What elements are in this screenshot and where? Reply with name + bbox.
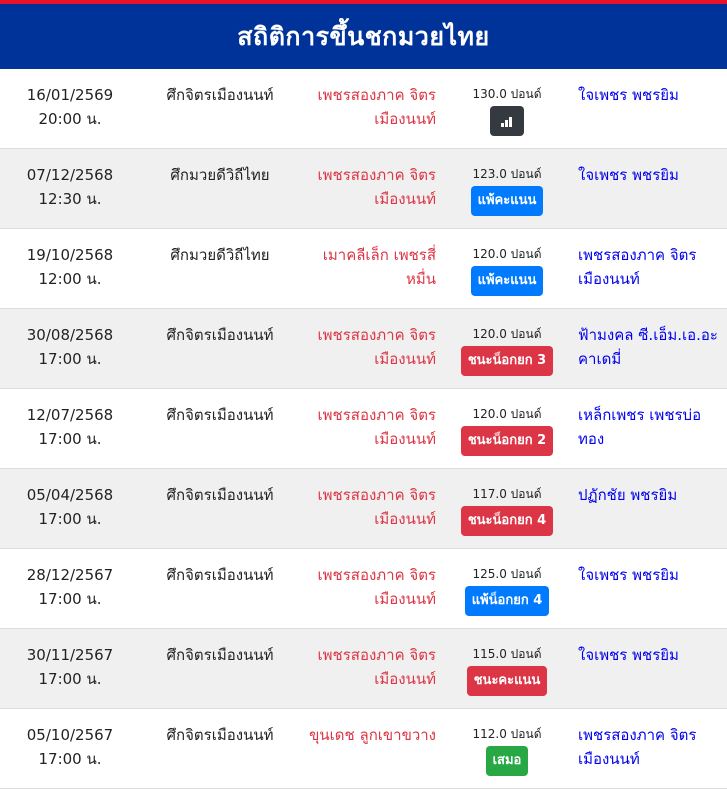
blue-corner-fighter[interactable]: ปฏักชัย พชรยิม: [578, 486, 678, 504]
fight-result-cell: [449, 245, 565, 296]
blue-corner-fighter[interactable]: ใจเพชร พชรยิม: [578, 166, 679, 184]
fight-date: 05/10/2567: [26, 726, 114, 744]
red-corner-fighter[interactable]: เพชรสองภาค จิตรเมืองนนท์: [317, 166, 436, 208]
fight-time: 17:00 น.: [38, 670, 102, 688]
fight-result-cell: [449, 565, 565, 616]
fight-time: 17:00 น.: [38, 510, 102, 528]
fight-datetime: [0, 163, 140, 211]
fight-weight: 115.0 ปอนด์: [472, 647, 542, 661]
fight-weight: 117.0 ปอนด์: [472, 487, 542, 501]
fight-row: [0, 629, 727, 709]
fight-date: 28/12/2567: [26, 566, 114, 584]
fight-datetime: [0, 563, 140, 611]
fight-date: 16/01/2569: [26, 86, 114, 104]
blue-corner-fighter[interactable]: ฟ้ามงคล ซี.เอ็ม.เอ.อะคาเดมี่: [578, 326, 718, 368]
fight-row: [0, 549, 727, 629]
fight-result-cell: [449, 645, 565, 696]
fight-weight: 130.0 ปอนด์: [472, 87, 542, 101]
blue-corner-fighter[interactable]: ใจเพชร พชรยิม: [578, 646, 679, 664]
fight-datetime: [0, 83, 140, 131]
blue-corner-fighter[interactable]: ใจเพชร พชรยิม: [578, 86, 679, 104]
result-badge[interactable]: ชนะน็อกยก 2: [461, 426, 553, 456]
fight-row: [0, 149, 727, 229]
fight-datetime: [0, 643, 140, 691]
fight-time: 20:00 น.: [38, 110, 102, 128]
fight-datetime: [0, 323, 140, 371]
blue-corner-fighter[interactable]: เพชรสองภาค จิตรเมืองนนท์: [578, 246, 697, 288]
fight-row: [0, 229, 727, 309]
event-name: ศึกจิตรเมืองนนท์: [166, 86, 274, 104]
fight-row: [0, 389, 727, 469]
fight-date: 12/07/2568: [26, 406, 114, 424]
fight-result-cell: [449, 725, 565, 776]
red-corner-fighter[interactable]: เพชรสองภาค จิตรเมืองนนท์: [317, 406, 436, 448]
event-name: ศึกมวยดีวิถีไทย: [170, 246, 270, 264]
page-title: สถิติการขึ้นชกมวยไทย: [237, 21, 490, 51]
fight-result-cell: [449, 85, 565, 143]
fight-date: 07/12/2568: [26, 166, 114, 184]
result-badge[interactable]: ชนะน็อกยก 3: [461, 346, 553, 376]
event-name: ศึกจิตรเมืองนนท์: [166, 646, 274, 664]
red-corner-fighter[interactable]: เพชรสองภาค จิตรเมืองนนท์: [317, 646, 436, 688]
event-name: ศึกจิตรเมืองนนท์: [166, 406, 274, 424]
fight-weight: 123.0 ปอนด์: [472, 167, 542, 181]
fight-result-cell: [449, 165, 565, 216]
fight-time: 17:00 น.: [38, 750, 102, 768]
fight-record-list: [0, 69, 727, 789]
fight-datetime: [0, 403, 140, 451]
fight-date: 05/04/2568: [26, 486, 114, 504]
red-corner-fighter[interactable]: เพชรสองภาค จิตรเมืองนนท์: [317, 326, 436, 368]
fight-date: 30/11/2567: [26, 646, 114, 664]
result-badge[interactable]: แพ้คะแนน: [471, 266, 544, 296]
fight-time: 17:00 น.: [38, 590, 102, 608]
blue-corner-fighter[interactable]: เพชรสองภาค จิตรเมืองนนท์: [578, 726, 697, 768]
result-badge[interactable]: ชนะคะแนน: [467, 666, 548, 696]
event-name: ศึกจิตรเมืองนนท์: [166, 486, 274, 504]
fight-result-cell: [449, 325, 565, 376]
bar-chart-icon: [501, 115, 515, 127]
result-badge[interactable]: แพ้คะแนน: [471, 186, 544, 216]
fight-weight: 120.0 ปอนด์: [472, 407, 542, 421]
fight-result-cell: [449, 485, 565, 536]
stats-button[interactable]: [490, 106, 524, 136]
fight-time: 12:30 น.: [38, 190, 102, 208]
event-name: ศึกจิตรเมืองนนท์: [166, 726, 274, 744]
blue-corner-fighter[interactable]: ใจเพชร พชรยิม: [578, 566, 679, 584]
fight-date: 30/08/2568: [26, 326, 114, 344]
fight-weight: 120.0 ปอนด์: [472, 247, 542, 261]
fight-result-cell: [449, 405, 565, 456]
fight-time: 17:00 น.: [38, 350, 102, 368]
fight-datetime: [0, 483, 140, 531]
result-badge[interactable]: แพ้น็อกยก 4: [465, 586, 550, 616]
fight-row: [0, 709, 727, 789]
fight-weight: 112.0 ปอนด์: [472, 727, 542, 741]
event-name: ศึกมวยดีวิถีไทย: [170, 166, 270, 184]
red-corner-fighter[interactable]: เพชรสองภาค จิตรเมืองนนท์: [317, 86, 436, 128]
fight-weight: 120.0 ปอนด์: [472, 327, 542, 341]
fight-row: [0, 69, 727, 149]
page-header: [0, 0, 727, 69]
red-corner-fighter[interactable]: เมาคลีเล็ก เพชรสี่หมื่น: [322, 246, 436, 288]
fight-weight: 125.0 ปอนด์: [472, 567, 542, 581]
fight-datetime: [0, 243, 140, 291]
result-badge[interactable]: ชนะน็อกยก 4: [461, 506, 553, 536]
fight-datetime: [0, 723, 140, 771]
red-corner-fighter[interactable]: ขุนเดช ลูกเขาขวาง: [309, 726, 436, 744]
fight-row: [0, 309, 727, 389]
event-name: ศึกจิตรเมืองนนท์: [166, 326, 274, 344]
event-name: ศึกจิตรเมืองนนท์: [166, 566, 274, 584]
fight-time: 17:00 น.: [38, 430, 102, 448]
fight-row: [0, 469, 727, 549]
red-corner-fighter[interactable]: เพชรสองภาค จิตรเมืองนนท์: [317, 566, 436, 608]
blue-corner-fighter[interactable]: เหล็กเพชร เพชรบ่อทอง: [578, 406, 702, 448]
red-corner-fighter[interactable]: เพชรสองภาค จิตรเมืองนนท์: [317, 486, 436, 528]
result-badge[interactable]: เสมอ: [486, 746, 529, 776]
fight-time: 12:00 น.: [38, 270, 102, 288]
fight-date: 19/10/2568: [26, 246, 114, 264]
